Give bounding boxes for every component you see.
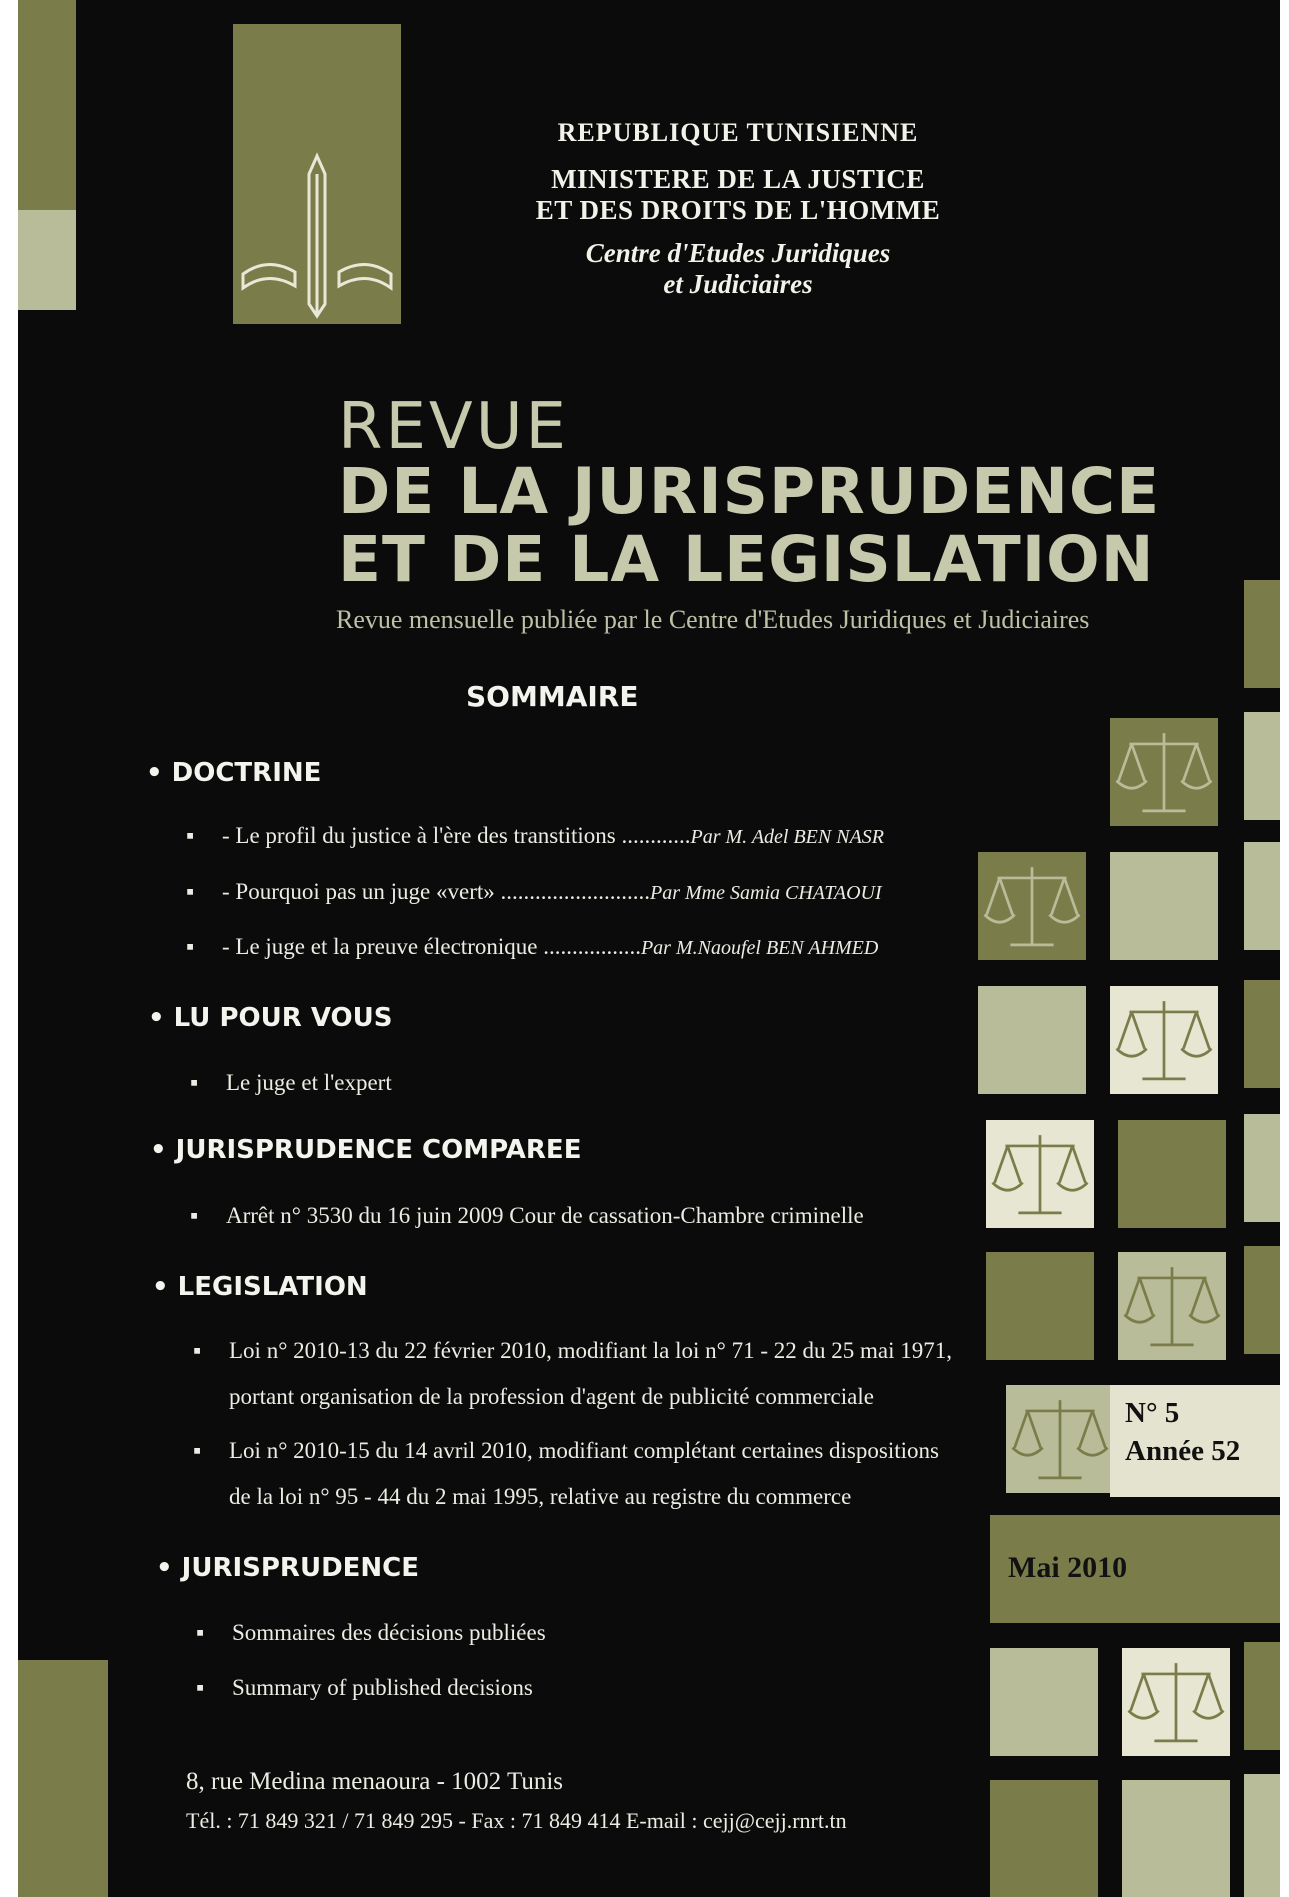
toc-item: ▪ Summary of published decisions: [196, 1675, 533, 1700]
toc-item: ▪ Arrêt n° 3530 du 16 juin 2009 Cour de cassation-Chambre criminelle: [190, 1203, 864, 1228]
header-republique: REPUBLIQUE TUNISIENNE: [557, 118, 919, 147]
decor-square: [1244, 1246, 1280, 1354]
issue-number-tile: [1110, 1385, 1280, 1497]
decor-square: [1244, 712, 1280, 820]
sommaire-heading: SOMMAIRE: [466, 680, 639, 713]
issue-number: N° 5: [1125, 1397, 1180, 1429]
toc-item: ▪ Loi n° 2010-15 du 14 avril 2010, modifiant complétant certaines dispositions: [193, 1438, 939, 1463]
decor-square: [1118, 1120, 1226, 1228]
toc-item-continuation: portant organisation de la profession d'agent de publicité commerciale: [229, 1384, 874, 1409]
issue-date: Mai 2010: [1008, 1551, 1128, 1584]
section-doctrine: • DOCTRINE: [146, 758, 322, 788]
decor-square: [1110, 852, 1218, 960]
decor-square: [1244, 980, 1280, 1088]
issue-date-tile: [990, 1515, 1280, 1623]
toc-item: ▪ - Le profil du justice à l'ère des transtitions ............Par M. Adel BEN NASR: [186, 823, 885, 848]
section-jurisprudence-comparee: • JURISPRUDENCE COMPAREE: [150, 1135, 582, 1165]
pen-and-books-emblem-icon: [233, 24, 401, 324]
decor-square: [986, 1252, 1094, 1360]
left-bar-top: [18, 0, 76, 210]
toc-item-continuation: de la loi n° 95 - 44 du 2 mai 1995, relative au registre du commerce: [229, 1484, 852, 1509]
cover: [18, 0, 1280, 1897]
scales-of-justice-icon: [986, 1120, 1094, 1228]
logo-block: [233, 24, 401, 324]
scales-of-justice-icon: [1110, 986, 1218, 1094]
left-bar-bottom: [18, 1660, 108, 1897]
masthead-title-line2: ET DE LA LEGISLATION: [338, 523, 1155, 596]
publisher-header: [498, 118, 978, 300]
header-judiciaires: et Judiciaires: [663, 269, 813, 299]
toc-item: ▪ Le juge et l'expert: [190, 1070, 392, 1095]
decor-square: [1244, 1114, 1280, 1222]
masthead-title-line1: DE LA JURISPRUDENCE: [338, 455, 1161, 528]
toc-item: ▪ Loi n° 2010-13 du 22 février 2010, modifiant la loi n° 71 - 22 du 25 mai 1971,: [193, 1338, 952, 1363]
decor-square: [1122, 1780, 1230, 1897]
header-ministere: MINISTERE DE LA JUSTICE: [551, 164, 925, 194]
toc-item: ▪ - Le juge et la preuve électronique .................Par M.Naoufel BEN AHMED: [186, 934, 879, 959]
decor-square: [978, 986, 1086, 1094]
masthead-revue: REVUE: [338, 390, 569, 464]
scales-of-justice-icon: [1110, 718, 1218, 826]
toc-item: ▪ Sommaires des décisions publiées: [196, 1620, 546, 1645]
toc-item: ▪ - Pourquoi pas un juge «vert» ..........................Par Mme Samia CHATAOUI: [186, 879, 882, 904]
section-lu-pour-vous: • LU POUR VOUS: [148, 1003, 393, 1033]
scales-of-justice-icon: [1122, 1648, 1230, 1756]
scales-of-justice-icon: [1118, 1252, 1226, 1360]
section-jurisprudence: • JURISPRUDENCE: [156, 1553, 420, 1583]
left-bar-top-light: [18, 210, 76, 310]
issue-year: Année 52: [1125, 1435, 1241, 1467]
decor-square: [1244, 1642, 1280, 1750]
header-droits: ET DES DROITS DE L'HOMME: [535, 195, 941, 225]
section-legislation: • LEGISLATION: [152, 1272, 368, 1302]
decor-square: [990, 1780, 1098, 1897]
footer-contact: Tél. : 71 849 321 / 71 849 295 - Fax : 71 849 414 E-mail : cejj@cejj.rnrt.tn: [186, 1808, 847, 1833]
scales-of-justice-icon: [978, 852, 1086, 960]
header-centre: Centre d'Etudes Juridiques: [585, 238, 891, 268]
decor-square: [1244, 580, 1280, 688]
decor-square: [1244, 1774, 1280, 1897]
scales-of-justice-icon: [1006, 1385, 1114, 1493]
masthead-subtitle: Revue mensuelle publiée par le Centre d'Etudes Juridiques et Judiciaires: [336, 605, 1090, 634]
decor-square: [990, 1648, 1098, 1756]
decor-square: [1244, 842, 1280, 950]
footer-address: 8, rue Medina menaoura - 1002 Tunis: [186, 1768, 564, 1795]
